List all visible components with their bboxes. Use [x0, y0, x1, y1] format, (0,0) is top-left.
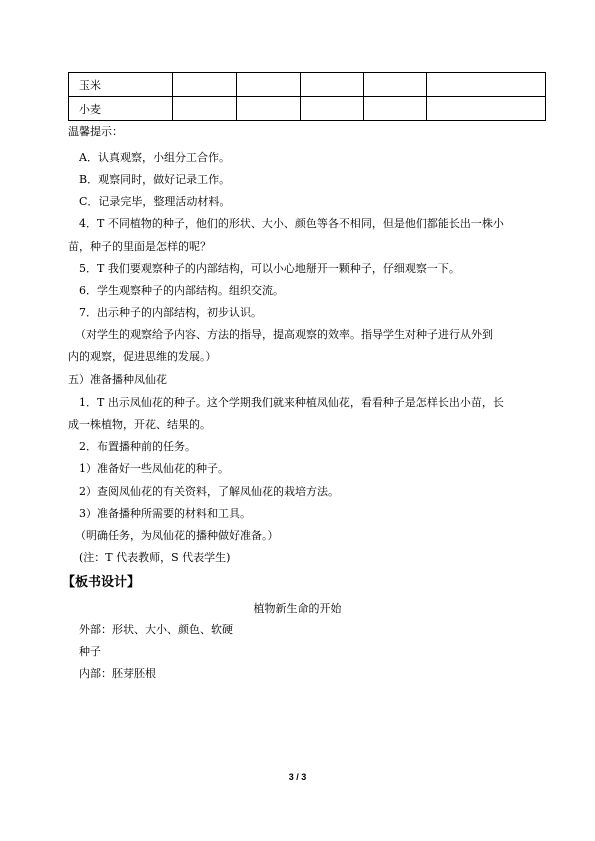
note-2: （明确任务，为凤仙花的播种做好准备。） — [75, 529, 279, 542]
table-cell — [427, 73, 546, 97]
section-5-p1-line2: 成一株植物，开花、结果的。 — [68, 418, 211, 431]
table-cell-label: 玉米 — [69, 73, 173, 97]
tip-item: B．观察同时，做好记录工作。 — [79, 173, 231, 186]
table-cell — [364, 97, 427, 121]
table-cell-label: 小麦 — [69, 97, 173, 121]
board-design-heading: 【板书设计】 — [62, 575, 141, 590]
step-6: 6．学生观察种子的内部结构。组织交流。 — [79, 284, 284, 297]
step-4-line2: 苗，种子的里面是怎样的呢？ — [68, 240, 211, 253]
note-3: (注：T 代表教师，S 代表学生) — [79, 551, 231, 564]
board-seed: 种子 — [79, 645, 101, 658]
table-cell — [173, 73, 237, 97]
section-5-p2: 2．布置播种前的任务。 — [79, 440, 196, 453]
task-item: 1）准备好一些凤仙花的种子。 — [79, 462, 229, 475]
step-7: 7．出示种子的内部结构，初步认识。 — [79, 306, 262, 319]
observation-table — [68, 72, 546, 121]
table-cell — [301, 97, 364, 121]
tip-item: C．记录完毕，整理活动材料。 — [79, 195, 231, 208]
task-item: 3）准备播种所需要的材料和工具。 — [79, 507, 251, 520]
table-cell — [237, 97, 301, 121]
table-row — [69, 73, 546, 97]
step-4-line1: 4．T 不同植物的种子，他们的形状、大小、颜色等各不相同，但是他们都能长出一株小 — [79, 217, 504, 230]
tips-title: 温馨提示： — [68, 125, 123, 138]
tip-item: A．认真观察，小组分工合作。 — [79, 151, 230, 164]
board-outer: 外部：形状、大小、颜色、软硬 — [79, 623, 233, 636]
table-cell — [364, 73, 427, 97]
step-5: 5．T 我们要观察种子的内部结构，可以小心地掰开一颗种子，仔细观察一下。 — [79, 262, 460, 275]
task-item: 2）查阅凤仙花的有关资料，了解凤仙花的栽培方法。 — [79, 485, 339, 498]
board-title: 植物新生命的开始 — [253, 602, 342, 615]
board-inner: 内部：胚芽胚根 — [79, 667, 156, 680]
page-number: 3 / 3 — [288, 772, 307, 782]
section-5-title: 五）准备播种凤仙花 — [68, 373, 167, 386]
table-cell — [173, 97, 237, 121]
table-cell — [301, 73, 364, 97]
table-cell — [237, 73, 301, 97]
note-1-line2: 内的观察，促进思维的发展。） — [68, 350, 217, 363]
table-row — [69, 97, 546, 121]
table-cell — [427, 97, 546, 121]
section-5-p1-line1: 1．T 出示凤仙花的种子。这个学期我们就来种植凤仙花，看看种子是怎样长出小苗，长 — [79, 396, 504, 409]
note-1-line1: （对学生的观察给予内容、方法的指导，提高观察的效率。指导学生对种子进行从外到 — [75, 328, 493, 341]
